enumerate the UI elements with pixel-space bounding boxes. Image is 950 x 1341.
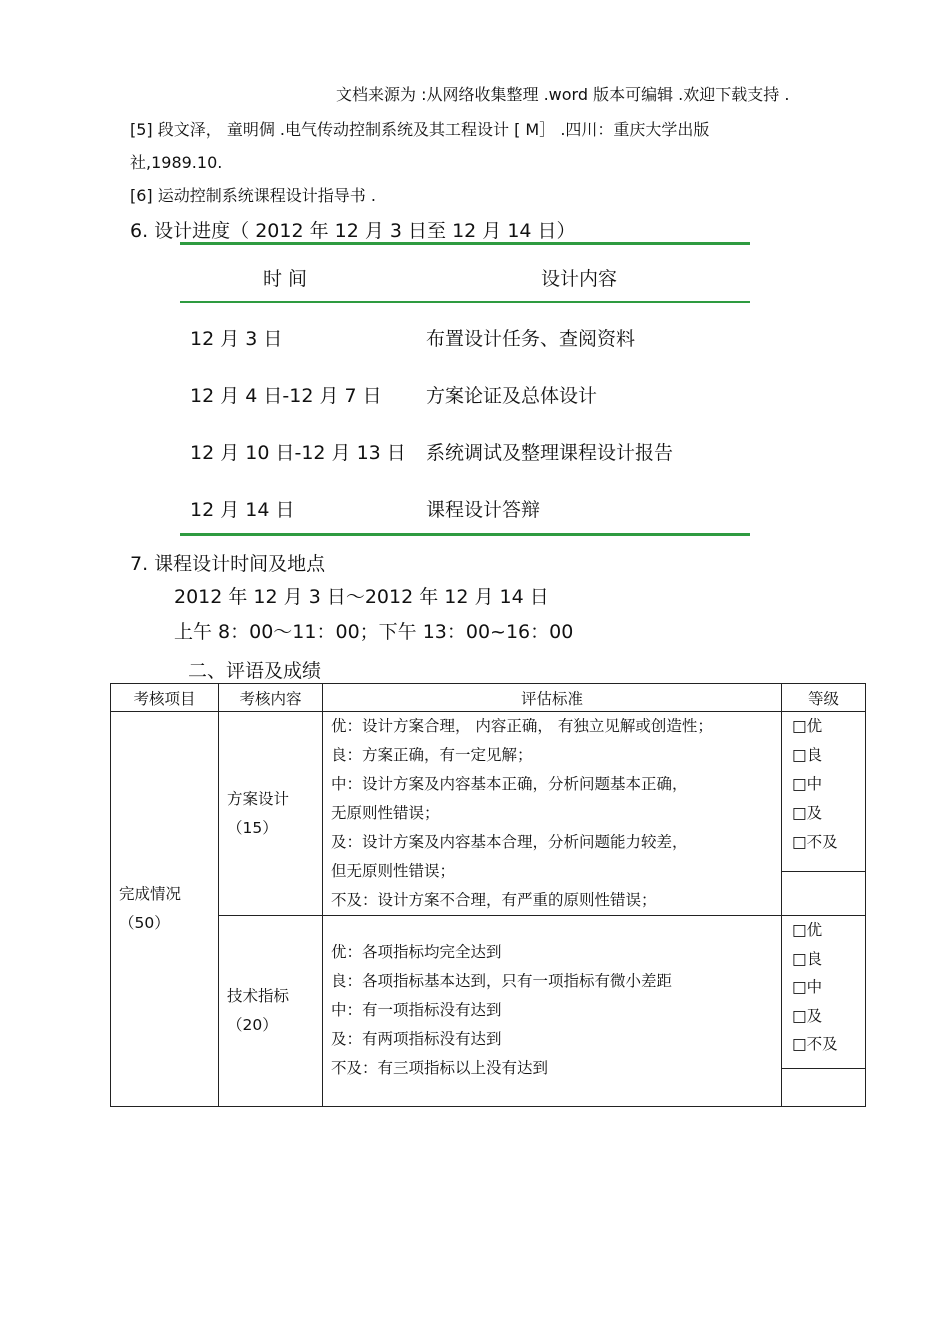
schedule-col-time: 时 间 <box>263 268 308 290</box>
criteria-tech-fail: 不及：有三项指标以上没有达到 <box>331 1059 549 1077</box>
content-name-tech: 技术指标 <box>227 987 290 1005</box>
content-score-tech: （20） <box>227 1016 278 1034</box>
criteria-tech-pass: 及：有两项指标没有达到 <box>331 1030 502 1048</box>
criteria-scheme-excellent: 优：设计方案合理， 内容正确， 有独立见解或创造性； <box>331 717 713 735</box>
reference-5-line1: [5] 段文泽， 童明倜 .电气传动控制系统及其工程设计 [ M］ .四川：重庆大学出版 <box>130 120 710 139</box>
schedule-row-1-content: 布置设计任务、查阅资料 <box>426 328 636 350</box>
grade-blank-tech <box>782 1069 866 1107</box>
reference-6: [6] 运动控制系统课程设计指导书 . <box>130 186 376 205</box>
schedule-row-3-time: 12 月 10 日-12 月 13 日 <box>190 442 406 464</box>
section-evaluation-title: 二、评语及成绩 <box>188 660 322 682</box>
schedule-row-4-time: 12 月 14 日 <box>190 499 295 521</box>
header-criteria: 评估标准 <box>323 684 782 712</box>
content-score-scheme: （15） <box>227 818 278 837</box>
grade-blank-scheme <box>782 872 866 916</box>
item-cell <box>111 712 219 1107</box>
criteria-tech-medium: 中：有一项指标没有达到 <box>331 1001 502 1019</box>
criteria-cell-tech <box>323 916 782 1107</box>
schedule-row-4-content: 课程设计答辩 <box>426 499 541 521</box>
header-assessment-content: 考核内容 <box>219 684 323 712</box>
grade-options-tech <box>782 916 866 1069</box>
content-name-scheme: 方案设计 <box>227 789 290 808</box>
schedule-row-1-time: 12 月 3 日 <box>190 328 283 350</box>
section-7-title: 7. 课程设计时间及地点 <box>130 553 326 575</box>
schedule-row-2-time: 12 月 4 日-12 月 7 日 <box>190 385 382 407</box>
grade-scheme-excellent-checkbox[interactable]: □优 <box>792 717 823 735</box>
criteria-scheme-medium-cont: 无原则性错误； <box>331 804 440 822</box>
schedule-bottom-rule <box>180 533 750 536</box>
item-name: 完成情况 <box>119 885 182 903</box>
criteria-scheme-good: 良：方案正确，有一定见解； <box>331 746 533 764</box>
schedule-header-rule <box>180 301 750 303</box>
schedule-row-3-content: 系统调试及整理课程设计报告 <box>426 442 674 464</box>
schedule-row-2-content: 方案论证及总体设计 <box>426 385 598 407</box>
header-assessment-item: 考核项目 <box>111 684 219 712</box>
criteria-scheme-medium: 中：设计方案及内容基本正确，分析问题基本正确， <box>331 775 688 793</box>
criteria-tech-good: 良：各项指标基本达到，只有一项指标有微小差距 <box>331 972 673 990</box>
grade-tech-fail-checkbox[interactable]: □不及 <box>792 1035 838 1053</box>
grade-options-scheme <box>782 712 866 872</box>
grade-tech-excellent-checkbox[interactable]: □优 <box>792 921 823 939</box>
evaluation-header-row <box>111 684 866 712</box>
section-6-title: 6. 设计进度（ 2012 年 12 月 3 日至 12 月 14 日） <box>130 220 576 242</box>
criteria-tech-excellent: 优：各项指标均完全达到 <box>331 943 502 961</box>
grade-scheme-pass-checkbox[interactable]: □及 <box>792 804 823 822</box>
criteria-scheme-pass: 及：设计方案及内容基本合理，分析问题能力较差， <box>331 833 688 851</box>
content-cell-scheme <box>219 712 323 916</box>
section-7-dates: 2012 年 12 月 3 日～2012 年 12 月 14 日 <box>174 586 549 608</box>
header-grade: 等级 <box>782 684 866 712</box>
criteria-scheme-fail: 不及：设计方案不合理，有严重的原则性错误； <box>331 891 657 909</box>
evaluation-row-tech <box>111 916 866 1069</box>
content-cell-tech <box>219 916 323 1107</box>
grade-tech-medium-checkbox[interactable]: □中 <box>792 978 823 996</box>
item-score: （50） <box>119 914 170 932</box>
grade-scheme-fail-checkbox[interactable]: □不及 <box>792 833 838 851</box>
grade-tech-good-checkbox[interactable]: □良 <box>792 949 823 968</box>
grade-scheme-good-checkbox[interactable]: □良 <box>792 746 823 764</box>
grade-scheme-medium-checkbox[interactable]: □中 <box>792 775 823 793</box>
evaluation-row-scheme <box>111 712 866 872</box>
reference-5-line2: 社,1989.10. <box>130 153 223 172</box>
section-7-hours: 上午 8：00～11：00；下午 13：00~16：00 <box>174 621 574 643</box>
evaluation-table <box>110 683 866 1107</box>
page-header-note: 文档来源为 :从网络收集整理 .word 版本可编辑 .欢迎下载支持 . <box>336 85 790 104</box>
schedule-col-content: 设计内容 <box>541 268 618 290</box>
schedule-top-rule <box>180 242 750 245</box>
criteria-cell-scheme <box>323 712 782 916</box>
grade-tech-pass-checkbox[interactable]: □及 <box>792 1006 823 1025</box>
criteria-scheme-pass-cont: 但无原则性错误； <box>331 862 456 880</box>
